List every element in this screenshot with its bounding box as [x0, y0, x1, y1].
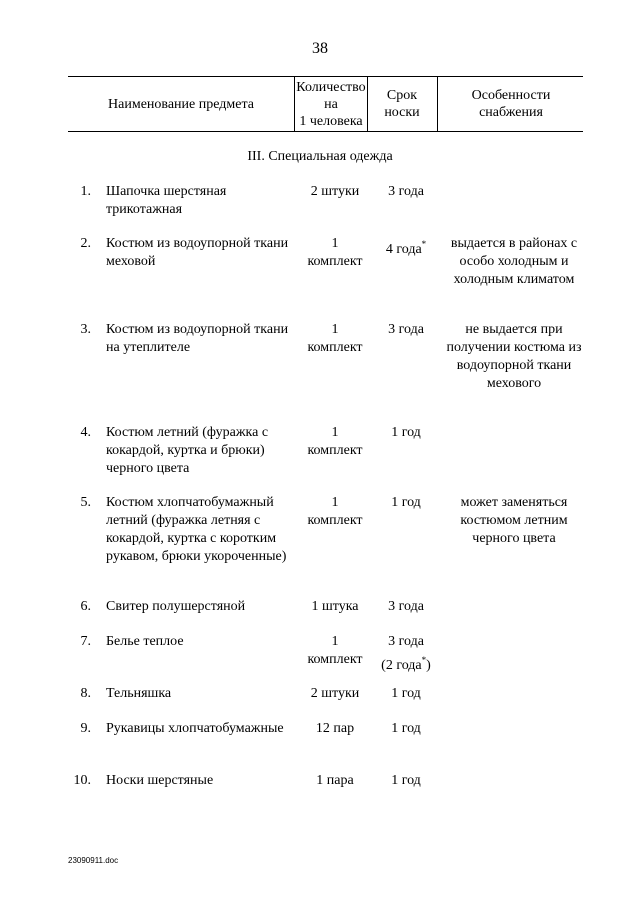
- item-name: Носки шерстяные: [106, 773, 214, 788]
- item-term: [371, 685, 441, 703]
- item-name: Костюм из водоупорной ткани меховой: [106, 236, 289, 269]
- table-header: [68, 76, 583, 132]
- header-term-cell: [367, 77, 437, 131]
- item-quantity: 12 пар: [315, 721, 355, 736]
- item-name: Костюм летний (фуражка с кокардой, куртка и брюки) черного цвета: [106, 425, 269, 476]
- item-name: Костюм из водоупорной ткани на утеплителе: [106, 322, 289, 355]
- item-quantity: 1 комплект: [307, 236, 363, 269]
- page-number: 38: [312, 40, 328, 57]
- item-term-text: 3 года (2 года: [381, 634, 424, 673]
- item-name: Рукавицы хлопчатобумажные: [106, 721, 284, 736]
- item-term: [371, 183, 441, 201]
- item-name: Шапочка шерстяная трикотажная: [106, 184, 227, 217]
- document-filename: 23090911.doc: [68, 856, 119, 865]
- item-number: 7.: [80, 634, 91, 649]
- header-name: Наименование предмета: [108, 96, 254, 112]
- item-number: 3.: [80, 322, 91, 337]
- header-features-cell: [437, 77, 584, 131]
- item-term: [371, 598, 441, 616]
- item-term: [371, 321, 441, 339]
- item-term: [371, 772, 441, 790]
- item-number: 9.: [80, 721, 91, 736]
- item-quantity: 1 пара: [316, 773, 354, 788]
- item-number: 10.: [73, 773, 91, 788]
- item-term: [371, 720, 441, 738]
- item-term-text: 1 год: [391, 773, 421, 788]
- item-quantity: 1 комплект: [307, 634, 363, 667]
- item-term-text: 3 года: [388, 599, 424, 614]
- header-features: Особенности снабжения: [471, 88, 551, 120]
- item-name: Костюм хлопчатобумажный летний (фуражка летняя с кокардой, куртка с коротким рукавом, брюки укороченные): [106, 495, 287, 564]
- item-note: не выдается при получении костюма из водоупорной ткани мехового: [446, 322, 582, 391]
- item-note: выдается в районах с особо холодным и холодным климатом: [450, 236, 578, 287]
- item-quantity: 1 штука: [311, 599, 359, 614]
- item-quantity: 1 комплект: [307, 322, 363, 355]
- header-quantity-cell: [294, 77, 368, 131]
- item-name: Тельняшка: [106, 686, 172, 701]
- item-number: 5.: [80, 495, 91, 510]
- item-name: Белье теплое: [106, 634, 184, 649]
- item-quantity: 2 штуки: [310, 184, 360, 199]
- header-term: Срок носки: [384, 88, 420, 120]
- item-name: Свитер полушерстяной: [106, 599, 246, 614]
- item-term-text: 1 год: [391, 686, 421, 701]
- item-term-text: 3 года: [388, 322, 424, 337]
- item-term: [371, 494, 441, 512]
- item-term-text: 4 года: [385, 242, 422, 257]
- item-number: 1.: [80, 184, 91, 199]
- item-note: может заменяться костюмом летним черного цвета: [460, 495, 568, 546]
- item-term: [371, 235, 441, 259]
- section-title: III. Специальная одежда: [247, 149, 393, 164]
- item-number: 4.: [80, 425, 91, 440]
- item-term: [371, 633, 441, 675]
- item-term-text: 1 год: [391, 721, 421, 736]
- item-number: 2.: [80, 236, 91, 251]
- item-number: 8.: [80, 686, 91, 701]
- footnote-asterisk: *: [421, 239, 427, 249]
- item-quantity: 1 комплект: [307, 425, 363, 458]
- header-name-cell: [68, 77, 294, 131]
- item-term-text: 1 год: [391, 425, 421, 440]
- item-term-suffix: ): [426, 658, 431, 673]
- item-number: 6.: [80, 599, 91, 614]
- footnote-asterisk: *: [421, 655, 427, 665]
- header-quantity: Количество на 1 человека: [296, 79, 366, 129]
- item-quantity: 2 штуки: [310, 686, 360, 701]
- item-term: [371, 424, 441, 442]
- item-term-text: 1 год: [391, 495, 421, 510]
- item-quantity: 1 комплект: [307, 495, 363, 528]
- item-term-text: 3 года: [388, 184, 424, 199]
